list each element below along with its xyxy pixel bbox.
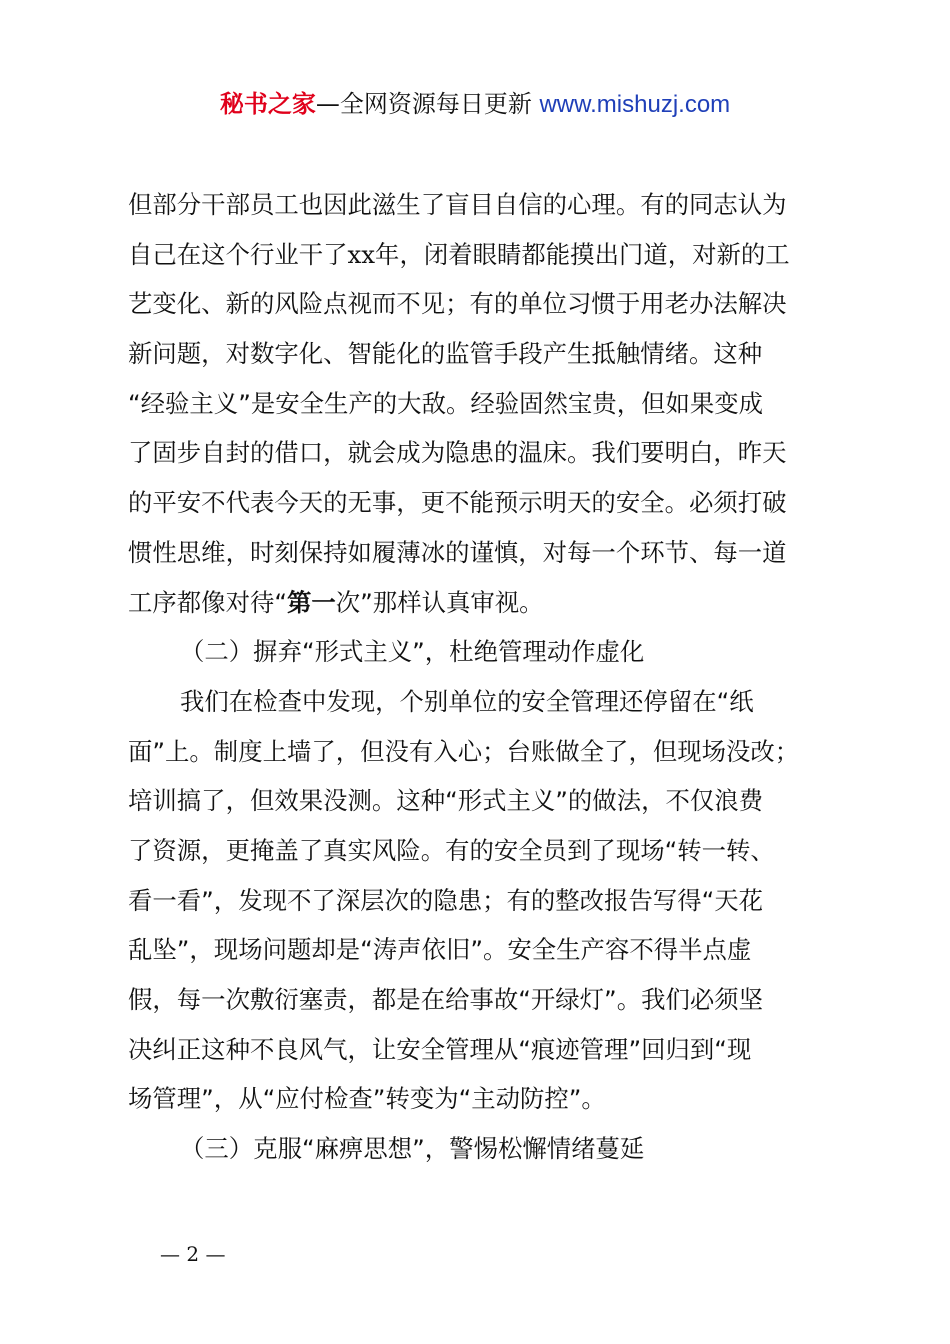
page-number: — 2 — xyxy=(160,1242,226,1266)
text-line: 面”上。制度上墙了，但没有入心；台账做全了，但现场没改； xyxy=(128,736,800,766)
text-line: 了固步自封的借口，就会成为隐患的温床。我们要明白，昨天 xyxy=(128,438,787,468)
text-line: 但部分干部员工也因此滋生了盲目自信的心理。有的同志认为 xyxy=(128,190,787,219)
text-line: 场管理”，从“应付检查”转变为“主动防控”。 xyxy=(128,1084,606,1114)
section-heading-two: （二）摒弃“形式主义”，杜绝管理动作虚化 xyxy=(180,637,645,667)
text-line: 决纠正这种不良风气，让安全管理从“痕迹管理”回归到“现 xyxy=(128,1034,752,1064)
text-line: 培训搞了，但效果没测。这种“形式主义”的做法，不仅浪费 xyxy=(128,786,764,816)
document-body xyxy=(128,180,858,1174)
text-span: 年，闭着眼睛都能摸出门道，对新的工 xyxy=(375,239,790,269)
text-span: 次”那样认真审视。 xyxy=(335,587,544,617)
site-url-link[interactable]: www.mishuzj.com xyxy=(539,91,731,118)
text-span-latin: xx xyxy=(347,239,376,269)
paragraph-experience xyxy=(128,180,858,627)
brand-tagline: —全网资源每日更新 xyxy=(315,90,532,118)
text-span-bold: 第一 xyxy=(286,587,336,617)
text-line: “经验主义”是安全生产的大敌。经验固然宝贵，但如果变成 xyxy=(128,388,764,418)
text-line: 艺变化、新的风险点视而不见；有的单位习惯于用老办法解决 xyxy=(128,289,787,319)
text-line xyxy=(128,578,858,628)
section-heading-three: （三）克服“麻痹思想”，警惕松懈情绪蔓延 xyxy=(180,1134,645,1164)
text-line: 了资源，更掩盖了真实风险。有的安全员到了现场“转一转、 xyxy=(128,835,775,865)
text-span: 工序都像对待“ xyxy=(128,587,287,617)
text-span: 自己在这个行业干了 xyxy=(128,239,348,269)
text-line xyxy=(128,230,858,280)
site-banner xyxy=(0,88,950,121)
text-line: 假，每一次敷衍塞责，都是在给事故“开绿灯”。我们必须坚 xyxy=(128,985,764,1014)
text-line: 看一看”，发现不了深层次的隐患；有的整改报告写得“天花 xyxy=(128,885,764,915)
text-line: 的平安不代表今天的无事，更不能预示明天的安全。必须打破 xyxy=(128,488,787,518)
text-line: 新问题，对数字化、智能化的监管手段产生抵触情绪。这种 xyxy=(128,339,763,369)
paragraph-formalism xyxy=(128,677,858,1124)
text-line: 惯性思维，时刻保持如履薄冰的谨慎，对每一个环节、每一道 xyxy=(128,537,787,567)
brand-name: 秘书之家 xyxy=(219,90,316,118)
text-line: 我们在检查中发现，个别单位的安全管理还停留在“纸 xyxy=(180,686,754,716)
text-line: 乱坠”，现场问题却是“涛声依旧”。安全生产容不得半点虚 xyxy=(128,935,752,965)
